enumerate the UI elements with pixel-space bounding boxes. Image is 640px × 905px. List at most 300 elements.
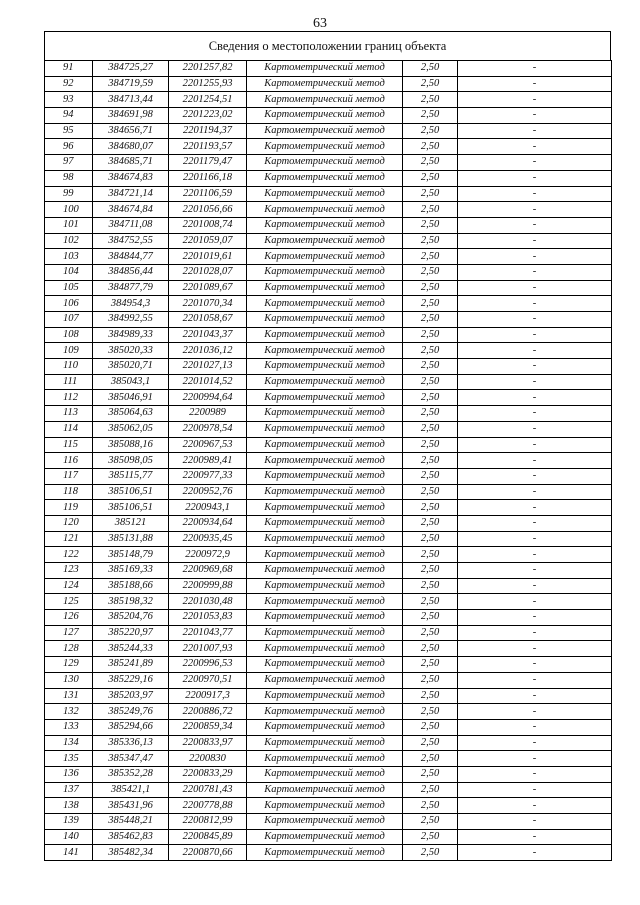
x-coordinate-cell: 384656,71 xyxy=(93,123,169,139)
y-coordinate-cell: 2201223,02 xyxy=(169,108,247,124)
precision-cell: 2,50 xyxy=(403,500,458,516)
table-row xyxy=(45,798,612,814)
y-coordinate-cell: 2200859,34 xyxy=(169,719,247,735)
table-row xyxy=(45,359,612,375)
precision-cell: 2,50 xyxy=(403,782,458,798)
method-cell: Картометрический метод xyxy=(247,249,403,265)
table-row xyxy=(45,657,612,673)
point-number-cell: 133 xyxy=(45,719,93,735)
point-number-cell: 92 xyxy=(45,76,93,92)
point-number-cell: 102 xyxy=(45,233,93,249)
precision-cell: 2,50 xyxy=(403,735,458,751)
method-cell: Картометрический метод xyxy=(247,217,403,233)
x-coordinate-cell: 385020,71 xyxy=(93,359,169,375)
y-coordinate-cell: 2200952,76 xyxy=(169,484,247,500)
table-row xyxy=(45,76,612,92)
precision-cell: 2,50 xyxy=(403,625,458,641)
y-coordinate-cell: 2200934,64 xyxy=(169,515,247,531)
point-number-cell: 127 xyxy=(45,625,93,641)
table-row xyxy=(45,202,612,218)
x-coordinate-cell: 384752,55 xyxy=(93,233,169,249)
y-coordinate-cell: 2200989,41 xyxy=(169,453,247,469)
point-number-cell: 120 xyxy=(45,515,93,531)
x-coordinate-cell: 385106,51 xyxy=(93,484,169,500)
point-number-cell: 91 xyxy=(45,61,93,77)
method-cell: Картометрический метод xyxy=(247,76,403,92)
y-coordinate-cell: 2200970,51 xyxy=(169,672,247,688)
precision-cell: 2,50 xyxy=(403,766,458,782)
x-coordinate-cell: 385098,05 xyxy=(93,453,169,469)
table-row xyxy=(45,406,612,422)
point-number-cell: 112 xyxy=(45,390,93,406)
table-row xyxy=(45,170,612,186)
description-cell: - xyxy=(458,578,612,594)
method-cell: Картометрический метод xyxy=(247,155,403,171)
method-cell: Картометрический метод xyxy=(247,657,403,673)
table-row xyxy=(45,437,612,453)
description-cell: - xyxy=(458,217,612,233)
point-number-cell: 135 xyxy=(45,751,93,767)
method-cell: Картометрический метод xyxy=(247,845,403,861)
y-coordinate-cell: 2200943,1 xyxy=(169,500,247,516)
point-number-cell: 136 xyxy=(45,766,93,782)
table-row xyxy=(45,264,612,280)
table-row xyxy=(45,782,612,798)
description-cell: - xyxy=(458,374,612,390)
description-cell: - xyxy=(458,327,612,343)
method-cell: Картометрический метод xyxy=(247,139,403,155)
description-cell: - xyxy=(458,186,612,202)
method-cell: Картометрический метод xyxy=(247,500,403,516)
method-cell: Картометрический метод xyxy=(247,719,403,735)
precision-cell: 2,50 xyxy=(403,312,458,328)
x-coordinate-cell: 385347,47 xyxy=(93,751,169,767)
precision-cell: 2,50 xyxy=(403,453,458,469)
x-coordinate-cell: 385043,1 xyxy=(93,374,169,390)
y-coordinate-cell: 2200833,97 xyxy=(169,735,247,751)
y-coordinate-cell: 2200833,29 xyxy=(169,766,247,782)
description-cell: - xyxy=(458,264,612,280)
y-coordinate-cell: 2201053,83 xyxy=(169,610,247,626)
precision-cell: 2,50 xyxy=(403,359,458,375)
method-cell: Картометрический метод xyxy=(247,108,403,124)
table-row xyxy=(45,531,612,547)
point-number-cell: 110 xyxy=(45,359,93,375)
x-coordinate-cell: 385421,1 xyxy=(93,782,169,798)
precision-cell: 2,50 xyxy=(403,845,458,861)
y-coordinate-cell: 2200989 xyxy=(169,406,247,422)
x-coordinate-cell: 384680,07 xyxy=(93,139,169,155)
description-cell: - xyxy=(458,798,612,814)
y-coordinate-cell: 2201166,18 xyxy=(169,170,247,186)
point-number-cell: 131 xyxy=(45,688,93,704)
x-coordinate-cell: 385020,33 xyxy=(93,343,169,359)
table-row xyxy=(45,155,612,171)
description-cell: - xyxy=(458,735,612,751)
point-number-cell: 126 xyxy=(45,610,93,626)
x-coordinate-cell: 384711,08 xyxy=(93,217,169,233)
precision-cell: 2,50 xyxy=(403,327,458,343)
point-number-cell: 97 xyxy=(45,155,93,171)
x-coordinate-cell: 384877,79 xyxy=(93,280,169,296)
point-number-cell: 121 xyxy=(45,531,93,547)
table-row xyxy=(45,280,612,296)
x-coordinate-cell: 385229,16 xyxy=(93,672,169,688)
coordinates-table-body xyxy=(45,61,612,861)
x-coordinate-cell: 384954,3 xyxy=(93,296,169,312)
method-cell: Картометрический метод xyxy=(247,92,403,108)
method-cell: Картометрический метод xyxy=(247,406,403,422)
x-coordinate-cell: 385204,76 xyxy=(93,610,169,626)
y-coordinate-cell: 2200978,54 xyxy=(169,421,247,437)
x-coordinate-cell: 385249,76 xyxy=(93,704,169,720)
x-coordinate-cell: 385046,91 xyxy=(93,390,169,406)
point-number-cell: 113 xyxy=(45,406,93,422)
y-coordinate-cell: 2201028,07 xyxy=(169,264,247,280)
table-row xyxy=(45,672,612,688)
point-number-cell: 129 xyxy=(45,657,93,673)
precision-cell: 2,50 xyxy=(403,108,458,124)
table-row xyxy=(45,468,612,484)
precision-cell: 2,50 xyxy=(403,92,458,108)
precision-cell: 2,50 xyxy=(403,704,458,720)
y-coordinate-cell: 2201193,57 xyxy=(169,139,247,155)
table-row xyxy=(45,421,612,437)
table-row xyxy=(45,312,612,328)
x-coordinate-cell: 385220,97 xyxy=(93,625,169,641)
point-number-cell: 103 xyxy=(45,249,93,265)
method-cell: Картометрический метод xyxy=(247,343,403,359)
x-coordinate-cell: 385482,34 xyxy=(93,845,169,861)
precision-cell: 2,50 xyxy=(403,484,458,500)
y-coordinate-cell: 2200977,33 xyxy=(169,468,247,484)
description-cell: - xyxy=(458,563,612,579)
table-row xyxy=(45,547,612,563)
y-coordinate-cell: 2201194,37 xyxy=(169,123,247,139)
x-coordinate-cell: 385131,88 xyxy=(93,531,169,547)
method-cell: Картометрический метод xyxy=(247,374,403,390)
x-coordinate-cell: 385244,33 xyxy=(93,641,169,657)
description-cell: - xyxy=(458,641,612,657)
method-cell: Картометрический метод xyxy=(247,531,403,547)
y-coordinate-cell: 2201089,67 xyxy=(169,280,247,296)
method-cell: Картометрический метод xyxy=(247,186,403,202)
description-cell: - xyxy=(458,515,612,531)
precision-cell: 2,50 xyxy=(403,468,458,484)
description-cell: - xyxy=(458,610,612,626)
description-cell: - xyxy=(458,170,612,186)
precision-cell: 2,50 xyxy=(403,814,458,830)
method-cell: Картометрический метод xyxy=(247,280,403,296)
description-cell: - xyxy=(458,453,612,469)
x-coordinate-cell: 385115,77 xyxy=(93,468,169,484)
point-number-cell: 94 xyxy=(45,108,93,124)
y-coordinate-cell: 2201106,59 xyxy=(169,186,247,202)
table-row xyxy=(45,453,612,469)
method-cell: Картометрический метод xyxy=(247,594,403,610)
description-cell: - xyxy=(458,343,612,359)
point-number-cell: 98 xyxy=(45,170,93,186)
precision-cell: 2,50 xyxy=(403,61,458,77)
description-cell: - xyxy=(458,531,612,547)
point-number-cell: 122 xyxy=(45,547,93,563)
table-row xyxy=(45,61,612,77)
point-number-cell: 139 xyxy=(45,814,93,830)
table-title: Сведения о местоположении границ объекта xyxy=(44,31,611,60)
y-coordinate-cell: 2201056,66 xyxy=(169,202,247,218)
point-number-cell: 115 xyxy=(45,437,93,453)
x-coordinate-cell: 384725,27 xyxy=(93,61,169,77)
x-coordinate-cell: 385241,89 xyxy=(93,657,169,673)
precision-cell: 2,50 xyxy=(403,406,458,422)
precision-cell: 2,50 xyxy=(403,672,458,688)
x-coordinate-cell: 385294,66 xyxy=(93,719,169,735)
precision-cell: 2,50 xyxy=(403,139,458,155)
table-row xyxy=(45,500,612,516)
x-coordinate-cell: 385431,96 xyxy=(93,798,169,814)
point-number-cell: 119 xyxy=(45,500,93,516)
precision-cell: 2,50 xyxy=(403,280,458,296)
y-coordinate-cell: 2201007,93 xyxy=(169,641,247,657)
description-cell: - xyxy=(458,233,612,249)
y-coordinate-cell: 2200781,43 xyxy=(169,782,247,798)
table-row xyxy=(45,515,612,531)
method-cell: Картометрический метод xyxy=(247,766,403,782)
point-number-cell: 132 xyxy=(45,704,93,720)
point-number-cell: 130 xyxy=(45,672,93,688)
precision-cell: 2,50 xyxy=(403,202,458,218)
y-coordinate-cell: 2200994,64 xyxy=(169,390,247,406)
y-coordinate-cell: 2201027,13 xyxy=(169,359,247,375)
description-cell: - xyxy=(458,312,612,328)
precision-cell: 2,50 xyxy=(403,155,458,171)
point-number-cell: 124 xyxy=(45,578,93,594)
precision-cell: 2,50 xyxy=(403,249,458,265)
point-number-cell: 95 xyxy=(45,123,93,139)
method-cell: Картометрический метод xyxy=(247,751,403,767)
method-cell: Картометрический метод xyxy=(247,688,403,704)
table-row xyxy=(45,108,612,124)
method-cell: Картометрический метод xyxy=(247,61,403,77)
point-number-cell: 105 xyxy=(45,280,93,296)
y-coordinate-cell: 2201070,34 xyxy=(169,296,247,312)
precision-cell: 2,50 xyxy=(403,531,458,547)
y-coordinate-cell: 2201019,61 xyxy=(169,249,247,265)
point-number-cell: 100 xyxy=(45,202,93,218)
point-number-cell: 134 xyxy=(45,735,93,751)
description-cell: - xyxy=(458,76,612,92)
x-coordinate-cell: 384992,55 xyxy=(93,312,169,328)
precision-cell: 2,50 xyxy=(403,719,458,735)
x-coordinate-cell: 384856,44 xyxy=(93,264,169,280)
point-number-cell: 111 xyxy=(45,374,93,390)
precision-cell: 2,50 xyxy=(403,123,458,139)
x-coordinate-cell: 385462,83 xyxy=(93,829,169,845)
table-row xyxy=(45,249,612,265)
table-row xyxy=(45,92,612,108)
coordinates-table xyxy=(44,60,612,861)
precision-cell: 2,50 xyxy=(403,437,458,453)
point-number-cell: 107 xyxy=(45,312,93,328)
table-row xyxy=(45,123,612,139)
point-number-cell: 96 xyxy=(45,139,93,155)
y-coordinate-cell: 2201030,48 xyxy=(169,594,247,610)
precision-cell: 2,50 xyxy=(403,76,458,92)
method-cell: Картометрический метод xyxy=(247,359,403,375)
method-cell: Картометрический метод xyxy=(247,563,403,579)
table-row xyxy=(45,735,612,751)
point-number-cell: 108 xyxy=(45,327,93,343)
description-cell: - xyxy=(458,280,612,296)
table-row xyxy=(45,233,612,249)
method-cell: Картометрический метод xyxy=(247,515,403,531)
precision-cell: 2,50 xyxy=(403,594,458,610)
y-coordinate-cell: 2201043,77 xyxy=(169,625,247,641)
precision-cell: 2,50 xyxy=(403,170,458,186)
description-cell: - xyxy=(458,249,612,265)
y-coordinate-cell: 2201255,93 xyxy=(169,76,247,92)
coordinates-sheet xyxy=(44,31,611,861)
y-coordinate-cell: 2200996,53 xyxy=(169,657,247,673)
table-row xyxy=(45,374,612,390)
description-cell: - xyxy=(458,296,612,312)
table-row xyxy=(45,343,612,359)
precision-cell: 2,50 xyxy=(403,296,458,312)
method-cell: Картометрический метод xyxy=(247,578,403,594)
x-coordinate-cell: 384719,59 xyxy=(93,76,169,92)
y-coordinate-cell: 2200812,99 xyxy=(169,814,247,830)
description-cell: - xyxy=(458,202,612,218)
method-cell: Картометрический метод xyxy=(247,798,403,814)
description-cell: - xyxy=(458,406,612,422)
table-row xyxy=(45,829,612,845)
point-number-cell: 141 xyxy=(45,845,93,861)
method-cell: Картометрический метод xyxy=(247,547,403,563)
method-cell: Картометрический метод xyxy=(247,421,403,437)
x-coordinate-cell: 384844,77 xyxy=(93,249,169,265)
table-row xyxy=(45,296,612,312)
x-coordinate-cell: 385064,63 xyxy=(93,406,169,422)
point-number-cell: 118 xyxy=(45,484,93,500)
y-coordinate-cell: 2200778,88 xyxy=(169,798,247,814)
point-number-cell: 106 xyxy=(45,296,93,312)
method-cell: Картометрический метод xyxy=(247,390,403,406)
method-cell: Картометрический метод xyxy=(247,437,403,453)
precision-cell: 2,50 xyxy=(403,657,458,673)
method-cell: Картометрический метод xyxy=(247,641,403,657)
precision-cell: 2,50 xyxy=(403,515,458,531)
x-coordinate-cell: 385106,51 xyxy=(93,500,169,516)
point-number-cell: 117 xyxy=(45,468,93,484)
description-cell: - xyxy=(458,625,612,641)
method-cell: Картометрический метод xyxy=(247,829,403,845)
table-row xyxy=(45,139,612,155)
precision-cell: 2,50 xyxy=(403,798,458,814)
y-coordinate-cell: 2201059,07 xyxy=(169,233,247,249)
point-number-cell: 138 xyxy=(45,798,93,814)
y-coordinate-cell: 2200967,53 xyxy=(169,437,247,453)
precision-cell: 2,50 xyxy=(403,217,458,233)
description-cell: - xyxy=(458,766,612,782)
x-coordinate-cell: 384721,14 xyxy=(93,186,169,202)
table-row xyxy=(45,610,612,626)
y-coordinate-cell: 2200886,72 xyxy=(169,704,247,720)
point-number-cell: 104 xyxy=(45,264,93,280)
description-cell: - xyxy=(458,468,612,484)
description-cell: - xyxy=(458,61,612,77)
precision-cell: 2,50 xyxy=(403,186,458,202)
point-number-cell: 123 xyxy=(45,563,93,579)
y-coordinate-cell: 2201008,74 xyxy=(169,217,247,233)
x-coordinate-cell: 385062,05 xyxy=(93,421,169,437)
description-cell: - xyxy=(458,155,612,171)
precision-cell: 2,50 xyxy=(403,578,458,594)
description-cell: - xyxy=(458,814,612,830)
y-coordinate-cell: 2200845,89 xyxy=(169,829,247,845)
x-coordinate-cell: 385198,32 xyxy=(93,594,169,610)
x-coordinate-cell: 384674,84 xyxy=(93,202,169,218)
description-cell: - xyxy=(458,139,612,155)
y-coordinate-cell: 2200917,3 xyxy=(169,688,247,704)
x-coordinate-cell: 385448,21 xyxy=(93,814,169,830)
description-cell: - xyxy=(458,672,612,688)
x-coordinate-cell: 385148,79 xyxy=(93,547,169,563)
table-row xyxy=(45,217,612,233)
precision-cell: 2,50 xyxy=(403,390,458,406)
method-cell: Картометрический метод xyxy=(247,704,403,720)
description-cell: - xyxy=(458,123,612,139)
description-cell: - xyxy=(458,719,612,735)
point-number-cell: 128 xyxy=(45,641,93,657)
point-number-cell: 99 xyxy=(45,186,93,202)
precision-cell: 2,50 xyxy=(403,547,458,563)
y-coordinate-cell: 2201058,67 xyxy=(169,312,247,328)
precision-cell: 2,50 xyxy=(403,374,458,390)
method-cell: Картометрический метод xyxy=(247,782,403,798)
method-cell: Картометрический метод xyxy=(247,735,403,751)
y-coordinate-cell: 2200830 xyxy=(169,751,247,767)
method-cell: Картометрический метод xyxy=(247,296,403,312)
description-cell: - xyxy=(458,829,612,845)
method-cell: Картометрический метод xyxy=(247,202,403,218)
point-number-cell: 116 xyxy=(45,453,93,469)
description-cell: - xyxy=(458,782,612,798)
method-cell: Картометрический метод xyxy=(247,625,403,641)
precision-cell: 2,50 xyxy=(403,421,458,437)
y-coordinate-cell: 2200870,66 xyxy=(169,845,247,861)
table-row xyxy=(45,845,612,861)
x-coordinate-cell: 385088,16 xyxy=(93,437,169,453)
description-cell: - xyxy=(458,437,612,453)
table-row xyxy=(45,641,612,657)
point-number-cell: 125 xyxy=(45,594,93,610)
method-cell: Картометрический метод xyxy=(247,170,403,186)
x-coordinate-cell: 384685,71 xyxy=(93,155,169,171)
method-cell: Картометрический метод xyxy=(247,484,403,500)
description-cell: - xyxy=(458,500,612,516)
point-number-cell: 137 xyxy=(45,782,93,798)
table-row xyxy=(45,719,612,735)
y-coordinate-cell: 2201254,51 xyxy=(169,92,247,108)
description-cell: - xyxy=(458,359,612,375)
x-coordinate-cell: 385203,97 xyxy=(93,688,169,704)
table-row xyxy=(45,751,612,767)
table-row xyxy=(45,484,612,500)
table-row xyxy=(45,688,612,704)
description-cell: - xyxy=(458,421,612,437)
description-cell: - xyxy=(458,845,612,861)
description-cell: - xyxy=(458,390,612,406)
